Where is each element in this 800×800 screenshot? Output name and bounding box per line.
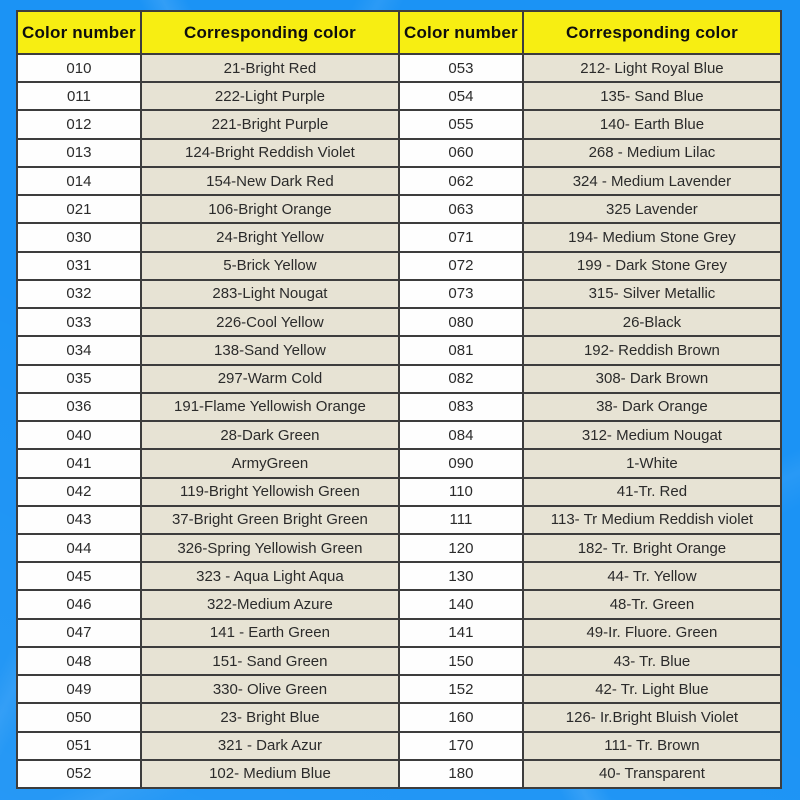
- table-row: [400, 167, 780, 195]
- corresponding-color-cell: 37-Bright Green Bright Green: [141, 506, 398, 534]
- color-number-cell: 072: [400, 252, 523, 280]
- color-number-cell: 044: [18, 534, 141, 562]
- color-number-cell: 033: [18, 308, 141, 336]
- color-number-cell: 063: [400, 195, 523, 223]
- color-number-cell: 180: [400, 760, 523, 787]
- color-number-cell: 011: [18, 82, 141, 110]
- table-row: [18, 506, 398, 534]
- color-number-cell: 170: [400, 732, 523, 760]
- color-number-cell: 073: [400, 280, 523, 308]
- corresponding-color-cell: 194- Medium Stone Grey: [523, 223, 780, 251]
- table-row: [400, 336, 780, 364]
- table-row: [400, 195, 780, 223]
- color-number-header: Color number: [18, 12, 141, 54]
- corresponding-color-cell: 323 - Aqua Light Aqua: [141, 562, 398, 590]
- corresponding-color-cell: 330- Olive Green: [141, 675, 398, 703]
- corresponding-color-cell: 140- Earth Blue: [523, 110, 780, 138]
- table-header: [400, 12, 780, 54]
- corresponding-color-cell: 21-Bright Red: [141, 54, 398, 82]
- table-row: [18, 365, 398, 393]
- color-number-cell: 043: [18, 506, 141, 534]
- color-number-cell: 051: [18, 732, 141, 760]
- corresponding-color-cell: 321 - Dark Azur: [141, 732, 398, 760]
- table-row: [18, 308, 398, 336]
- corresponding-color-cell: 154-New Dark Red: [141, 167, 398, 195]
- table-row: [18, 534, 398, 562]
- color-number-cell: 013: [18, 139, 141, 167]
- table-row: [18, 619, 398, 647]
- corresponding-color-header: Corresponding color: [523, 12, 780, 54]
- corresponding-color-cell: 312- Medium Nougat: [523, 421, 780, 449]
- table-row: [400, 110, 780, 138]
- corresponding-color-cell: 43- Tr. Blue: [523, 647, 780, 675]
- corresponding-color-cell: 40- Transparent: [523, 760, 780, 787]
- corresponding-color-cell: 48-Tr. Green: [523, 590, 780, 618]
- color-number-cell: 062: [400, 167, 523, 195]
- table-row: [400, 675, 780, 703]
- corresponding-color-cell: 308- Dark Brown: [523, 365, 780, 393]
- color-number-cell: 040: [18, 421, 141, 449]
- table-row: [400, 619, 780, 647]
- corresponding-color-cell: 113- Tr Medium Reddish violet: [523, 506, 780, 534]
- corresponding-color-cell: 226-Cool Yellow: [141, 308, 398, 336]
- corresponding-color-cell: 212- Light Royal Blue: [523, 54, 780, 82]
- color-number-cell: 082: [400, 365, 523, 393]
- corresponding-color-cell: 283-Light Nougat: [141, 280, 398, 308]
- table-row: [400, 590, 780, 618]
- table-body: [18, 54, 398, 787]
- table-row: [18, 336, 398, 364]
- corresponding-color-cell: 49-Ir. Fluore. Green: [523, 619, 780, 647]
- color-number-cell: 047: [18, 619, 141, 647]
- color-number-cell: 052: [18, 760, 141, 787]
- color-number-cell: 150: [400, 647, 523, 675]
- table-row: [400, 703, 780, 731]
- table-row: [400, 421, 780, 449]
- corresponding-color-cell: 297-Warm Cold: [141, 365, 398, 393]
- corresponding-color-cell: 106-Bright Orange: [141, 195, 398, 223]
- corresponding-color-cell: 192- Reddish Brown: [523, 336, 780, 364]
- color-number-cell: 152: [400, 675, 523, 703]
- color-number-cell: 048: [18, 647, 141, 675]
- corresponding-color-cell: 126- Ir.Bright Bluish Violet: [523, 703, 780, 731]
- table-row: [18, 110, 398, 138]
- corresponding-color-cell: ArmyGreen: [141, 449, 398, 477]
- corresponding-color-cell: 191-Flame Yellowish Orange: [141, 393, 398, 421]
- table-header: [18, 12, 398, 54]
- corresponding-color-cell: 221-Bright Purple: [141, 110, 398, 138]
- color-number-cell: 046: [18, 590, 141, 618]
- corresponding-color-cell: 222-Light Purple: [141, 82, 398, 110]
- table-row: [400, 393, 780, 421]
- color-number-cell: 130: [400, 562, 523, 590]
- corresponding-color-cell: 5-Brick Yellow: [141, 252, 398, 280]
- color-number-cell: 090: [400, 449, 523, 477]
- table-row: [18, 280, 398, 308]
- color-number-cell: 071: [400, 223, 523, 251]
- table-row: [400, 534, 780, 562]
- table-row: [400, 223, 780, 251]
- table-row: [18, 760, 398, 787]
- table-row: [18, 562, 398, 590]
- color-number-cell: 030: [18, 223, 141, 251]
- corresponding-color-cell: 24-Bright Yellow: [141, 223, 398, 251]
- table-row: [18, 195, 398, 223]
- table-row: [400, 365, 780, 393]
- corresponding-color-cell: 138-Sand Yellow: [141, 336, 398, 364]
- color-number-header: Color number: [400, 12, 523, 54]
- table-row: [18, 167, 398, 195]
- table-row: [18, 478, 398, 506]
- color-number-cell: 110: [400, 478, 523, 506]
- color-number-cell: 141: [400, 619, 523, 647]
- header-row: [400, 12, 780, 54]
- color-number-cell: 036: [18, 393, 141, 421]
- corresponding-color-cell: 124-Bright Reddish Violet: [141, 139, 398, 167]
- color-number-cell: 083: [400, 393, 523, 421]
- corresponding-color-cell: 324 - Medium Lavender: [523, 167, 780, 195]
- color-number-cell: 021: [18, 195, 141, 223]
- color-number-cell: 012: [18, 110, 141, 138]
- color-table-left: [18, 12, 398, 787]
- table-row: [400, 280, 780, 308]
- table-row: [18, 703, 398, 731]
- color-number-cell: 053: [400, 54, 523, 82]
- color-number-cell: 054: [400, 82, 523, 110]
- corresponding-color-header: Corresponding color: [141, 12, 398, 54]
- color-number-cell: 140: [400, 590, 523, 618]
- corresponding-color-cell: 102- Medium Blue: [141, 760, 398, 787]
- corresponding-color-cell: 42- Tr. Light Blue: [523, 675, 780, 703]
- table-row: [18, 223, 398, 251]
- corresponding-color-cell: 151- Sand Green: [141, 647, 398, 675]
- color-number-cell: 084: [400, 421, 523, 449]
- color-number-cell: 010: [18, 54, 141, 82]
- color-number-cell: 080: [400, 308, 523, 336]
- corresponding-color-cell: 268 - Medium Lilac: [523, 139, 780, 167]
- color-number-cell: 050: [18, 703, 141, 731]
- color-number-cell: 160: [400, 703, 523, 731]
- table-row: [400, 478, 780, 506]
- color-conversion-tables: [16, 10, 782, 789]
- corresponding-color-cell: 182- Tr. Bright Orange: [523, 534, 780, 562]
- color-number-cell: 120: [400, 534, 523, 562]
- table-row: [18, 393, 398, 421]
- table-row: [400, 449, 780, 477]
- corresponding-color-cell: 38- Dark Orange: [523, 393, 780, 421]
- table-row: [18, 139, 398, 167]
- corresponding-color-cell: 44- Tr. Yellow: [523, 562, 780, 590]
- header-row: [18, 12, 398, 54]
- table-row: [18, 252, 398, 280]
- table-row: [400, 308, 780, 336]
- corresponding-color-cell: 135- Sand Blue: [523, 82, 780, 110]
- table-row: [400, 760, 780, 787]
- corresponding-color-cell: 26-Black: [523, 308, 780, 336]
- corresponding-color-cell: 326-Spring Yellowish Green: [141, 534, 398, 562]
- color-number-cell: 081: [400, 336, 523, 364]
- table-row: [18, 82, 398, 110]
- table-row: [18, 54, 398, 82]
- table-row: [18, 449, 398, 477]
- corresponding-color-cell: 111- Tr. Brown: [523, 732, 780, 760]
- table-row: [400, 562, 780, 590]
- corresponding-color-cell: 322-Medium Azure: [141, 590, 398, 618]
- color-number-cell: 055: [400, 110, 523, 138]
- table-row: [18, 732, 398, 760]
- table-row: [400, 139, 780, 167]
- corresponding-color-cell: 28-Dark Green: [141, 421, 398, 449]
- corresponding-color-cell: 41-Tr. Red: [523, 478, 780, 506]
- color-number-cell: 060: [400, 139, 523, 167]
- color-number-cell: 045: [18, 562, 141, 590]
- table-row: [18, 590, 398, 618]
- color-number-cell: 032: [18, 280, 141, 308]
- corresponding-color-cell: 119-Bright Yellowish Green: [141, 478, 398, 506]
- table-row: [400, 647, 780, 675]
- corresponding-color-cell: 199 - Dark Stone Grey: [523, 252, 780, 280]
- color-number-cell: 042: [18, 478, 141, 506]
- table-row: [18, 421, 398, 449]
- table-row: [400, 732, 780, 760]
- table-row: [18, 647, 398, 675]
- color-table-right: [400, 12, 780, 787]
- color-number-cell: 035: [18, 365, 141, 393]
- table-row: [400, 252, 780, 280]
- color-number-cell: 049: [18, 675, 141, 703]
- color-number-cell: 034: [18, 336, 141, 364]
- corresponding-color-cell: 1-White: [523, 449, 780, 477]
- table-row: [400, 54, 780, 82]
- table-body: [400, 54, 780, 787]
- table-row: [400, 82, 780, 110]
- corresponding-color-cell: 315- Silver Metallic: [523, 280, 780, 308]
- table-row: [400, 506, 780, 534]
- corresponding-color-cell: 325 Lavender: [523, 195, 780, 223]
- color-number-cell: 014: [18, 167, 141, 195]
- color-number-cell: 111: [400, 506, 523, 534]
- color-number-cell: 041: [18, 449, 141, 477]
- color-number-cell: 031: [18, 252, 141, 280]
- table-row: [18, 675, 398, 703]
- corresponding-color-cell: 141 - Earth Green: [141, 619, 398, 647]
- corresponding-color-cell: 23- Bright Blue: [141, 703, 398, 731]
